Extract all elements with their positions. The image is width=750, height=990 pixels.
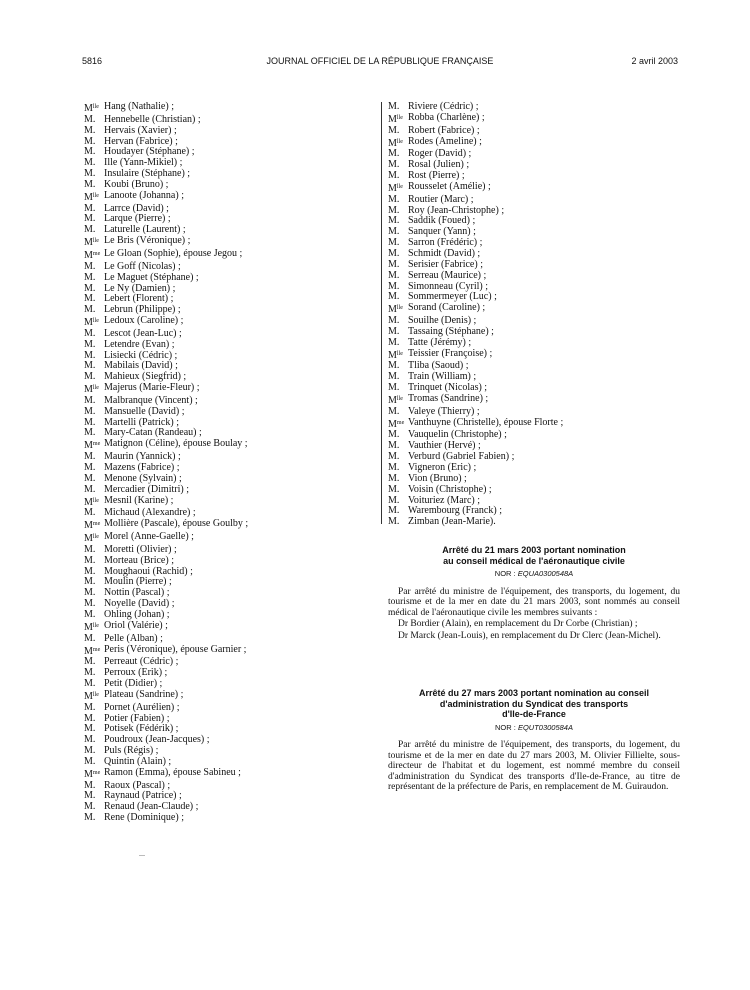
person-name: Poudroux (Jean-Jacques) ;: [104, 734, 210, 746]
civility-title: $M^{lle}$: [84, 103, 99, 114]
civility-title: M.: [84, 812, 96, 824]
nor-code: EQUA0300548A: [517, 569, 574, 578]
civility-title: $M^{lle}$: [388, 113, 403, 125]
person-name: Sorand (Caroline) ;: [408, 302, 486, 314]
person-name: Tliba (Saoud) ;: [408, 360, 469, 372]
civility-title: M.: [84, 168, 96, 180]
civility-title: M.: [84, 472, 96, 484]
civility-title: M.: [84, 565, 96, 577]
civility-title: $M^{lle}$: [84, 191, 99, 203]
civility-title: M.: [84, 349, 96, 361]
civility-title: M.: [84, 779, 96, 791]
name-list-entry: [84, 813, 374, 824]
arrete-paragraph: Dr Bordier (Alain), en remplacement du Dr Corbe (Christian) ;: [398, 619, 638, 630]
person-name: Houdayer (Stéphane) ;: [104, 146, 195, 158]
civility-title: M.: [388, 215, 400, 227]
person-name: Vauthier (Hervé) ;: [408, 440, 481, 452]
person-name: Larque (Pierre) ;: [104, 213, 171, 225]
civility-title: M.: [388, 462, 400, 473]
name-list-entry: [388, 407, 680, 418]
name-list-entry: [84, 191, 374, 204]
civility-title: M.: [84, 598, 96, 610]
civility-title: M.: [388, 360, 400, 372]
person-name: Vauquelin (Christophe) ;: [408, 429, 507, 441]
person-name: Potisek (Fédérik) ;: [104, 723, 179, 735]
person-name: Lisiecki (Cédric) ;: [104, 349, 178, 361]
person-name: Moretti (Olivier) ;: [104, 543, 177, 555]
person-name: Rosal (Julien) ;: [408, 159, 470, 171]
civility-title: $M^{lle}$: [388, 304, 403, 316]
civility-title: M.: [388, 280, 400, 292]
person-name: Michaud (Alexandre) ;: [104, 507, 196, 519]
civility-title: $M^{lle}$: [84, 496, 99, 508]
civility-title: M.: [84, 451, 96, 463]
civility-title: M.: [84, 304, 96, 316]
name-list-entry: [388, 182, 680, 195]
civility-title: M.: [388, 159, 400, 171]
person-name: Laturelle (Laurent) ;: [104, 224, 186, 236]
person-name: Roy (Jean-Christophe) ;: [408, 204, 505, 216]
civility-title: M.: [84, 576, 96, 588]
civility-title: M.: [84, 712, 96, 724]
person-name: Perreaut (Cédric) ;: [104, 656, 179, 668]
person-name: Trinquet (Nicolas) ;: [408, 382, 488, 394]
name-list-entry: [84, 768, 374, 781]
page-header: [82, 56, 678, 70]
name-list-entry: [388, 126, 680, 137]
person-name: Insulaire (Stéphane) ;: [104, 168, 191, 180]
civility-title: M.: [388, 237, 400, 249]
person-name: Rost (Pierre) ;: [408, 170, 465, 182]
civility-title: M.: [84, 723, 96, 735]
person-name: Renaud (Jean-Claude) ;: [104, 801, 199, 813]
name-list-entry: [84, 485, 374, 496]
civility-title: M.: [388, 494, 400, 506]
person-name: Le Ny (Damien) ;: [104, 282, 176, 294]
person-name: Perroux (Erik) ;: [104, 667, 168, 679]
person-name: Lebert (Florent) ;: [104, 293, 174, 305]
civility-title: M.: [84, 734, 96, 746]
civility-title: $M^{me}$: [84, 645, 101, 657]
civility-title: M.: [84, 213, 96, 225]
person-name: Le Goff (Nicolas) ;: [104, 260, 181, 272]
person-name: Quintin (Alain) ;: [104, 755, 172, 767]
civility-title: M.: [388, 124, 400, 136]
person-name: Hervan (Fabrice) ;: [104, 135, 178, 147]
person-name: Voituriez (Marc) ;: [408, 494, 481, 506]
person-name: Koubi (Bruno) ;: [104, 178, 169, 190]
person-name: Ohling (Johan) ;: [104, 608, 170, 620]
arrete-syndicat-title: Arrêté du 27 mars 2003 portant nomination au conseil d'administration du Syndicat des transports d'Ile-de-France: [418, 688, 650, 719]
civility-title: $M^{me}$: [84, 440, 101, 452]
person-name: Martelli (Patrick) ;: [104, 416, 179, 428]
name-list-entry: [84, 316, 374, 329]
person-name: Mercadier (Dimitri) ;: [104, 483, 189, 495]
nor-code: EQUT0300584A: [517, 722, 573, 732]
person-name: Le Gloan (Sophie), épouse Jegou ;: [104, 247, 243, 259]
civility-title: $M^{me}$: [388, 418, 405, 430]
person-name: Moulin (Pierre) ;: [104, 576, 172, 588]
column-divider: [381, 102, 382, 524]
person-name: Mabilais (David) ;: [104, 360, 178, 372]
civility-title: M.: [388, 405, 400, 417]
person-name: Warembourg (Franck) ;: [408, 505, 502, 517]
name-list-entry: [84, 407, 374, 418]
civility-title: M.: [388, 258, 400, 270]
person-name: Larrce (David) ;: [104, 202, 169, 214]
name-list-entry: [388, 394, 680, 407]
civility-title: M.: [84, 271, 96, 283]
civility-title: M.: [388, 336, 400, 348]
civility-title: M.: [84, 507, 96, 519]
civility-title: M.: [84, 543, 96, 555]
name-list-entry: [84, 383, 374, 396]
name-list-entry: [84, 340, 374, 351]
name-list-entry: [388, 485, 680, 496]
name-list-entry: [84, 703, 374, 714]
right-column-name-list: [388, 102, 680, 528]
name-list-entry: [388, 195, 680, 206]
person-name: Simonneau (Cyril) ;: [408, 280, 488, 292]
name-list-entry: [84, 126, 374, 137]
arrete-paragraph: Par arrêté du ministre de l'équipement, des transports, du logement, du tourisme et de la mer en date du 21 mars 2003, sont nommés au conseil médical de l'aéronautique civile les membres suivants :: [388, 586, 680, 618]
left-column-name-list: [84, 102, 374, 824]
civility-title: M.: [84, 394, 96, 406]
name-list-entry: [84, 273, 374, 284]
civility-title: M.: [388, 170, 400, 182]
person-name: Hennebelle (Christian) ;: [104, 113, 201, 125]
person-name: Majerus (Marie-Fleur) ;: [104, 382, 200, 394]
civility-title: M.: [84, 462, 96, 473]
civility-title: M.: [84, 554, 96, 566]
civility-title: M.: [84, 260, 96, 272]
civility-title: M.: [84, 416, 96, 428]
person-name: Rousselet (Amélie) ;: [408, 180, 491, 192]
name-list-entry: [84, 532, 374, 545]
civility-title: M.: [388, 101, 400, 112]
civility-title: $M^{lle}$: [388, 394, 403, 406]
civility-title: M.: [84, 282, 96, 294]
person-name: Mazens (Fabrice) ;: [104, 462, 180, 473]
person-name: Valeye (Thierry) ;: [408, 405, 480, 417]
person-name: Teissier (Françoise) ;: [408, 347, 493, 359]
civility-title: M.: [84, 745, 96, 757]
name-list-entry: [84, 634, 374, 645]
person-name: Routier (Marc) ;: [408, 193, 474, 205]
person-name: Nottin (Pascal) ;: [104, 587, 170, 599]
person-name: Lanoote (Johanna) ;: [104, 189, 184, 201]
civility-title: $M^{lle}$: [84, 317, 99, 329]
person-name: Rene (Dominique) ;: [104, 812, 184, 824]
person-name: Mansuelle (David) ;: [104, 405, 185, 417]
person-name: Mary-Catan (Randeau) ;: [104, 427, 202, 439]
person-name: Serreau (Maurice) ;: [408, 269, 487, 281]
civility-title: M.: [388, 371, 400, 383]
page-number: 5816: [82, 56, 103, 66]
person-name: Malbranque (Vincent) ;: [104, 394, 198, 406]
person-name: Morel (Anne-Gaelle) ;: [104, 531, 194, 543]
civility-title: M.: [84, 632, 96, 644]
civility-title: M.: [84, 338, 96, 350]
civility-title: M.: [388, 291, 400, 303]
civility-title: M.: [84, 327, 96, 339]
civility-title: M.: [84, 427, 96, 439]
person-name: Mesnil (Karine) ;: [104, 494, 174, 506]
civility-title: M.: [388, 382, 400, 394]
arrete-aeronautique: [388, 545, 680, 642]
name-list-entry: [84, 102, 374, 115]
civility-title: M.: [388, 505, 400, 517]
civility-title: M.: [84, 801, 96, 813]
person-name: Serisier (Fabrice) ;: [408, 258, 483, 270]
person-name: Voisin (Christophe) ;: [408, 483, 492, 495]
scan-mark: [139, 855, 145, 856]
person-name: Menone (Sylvain) ;: [104, 472, 182, 484]
civility-title: M.: [388, 483, 400, 495]
person-name: Schmidt (David) ;: [408, 247, 481, 259]
person-name: Letendre (Evan) ;: [104, 338, 175, 350]
person-name: Tassaing (Stéphane) ;: [408, 325, 494, 337]
name-list-entry: [388, 113, 680, 126]
civility-title: $M^{lle}$: [84, 690, 99, 702]
person-name: Oriol (Valérie) ;: [104, 619, 168, 631]
civility-title: M.: [388, 440, 400, 452]
person-name: Vion (Bruno) ;: [408, 472, 467, 484]
issue-date: 2 avril 2003: [631, 56, 678, 66]
civility-title: M.: [388, 247, 400, 259]
civility-title: M.: [84, 146, 96, 158]
civility-title: M.: [388, 325, 400, 337]
civility-title: M.: [84, 678, 96, 690]
civility-title: $M^{lle}$: [388, 182, 403, 194]
person-name: Souilhe (Denis) ;: [408, 315, 477, 327]
civility-title: M.: [388, 148, 400, 160]
name-list-entry: [388, 517, 680, 528]
person-name: Robert (Fabrice) ;: [408, 124, 480, 136]
person-name: Hang (Nathalie) ;: [104, 101, 174, 112]
civility-title: $M^{lle}$: [388, 137, 403, 149]
civility-title: M.: [84, 790, 96, 802]
person-name: Pelle (Alban) ;: [104, 632, 163, 644]
civility-title: $M^{lle}$: [84, 384, 99, 396]
civility-title: M.: [84, 405, 96, 417]
civility-title: M.: [84, 178, 96, 190]
person-name: Zimban (Jean-Marie).: [408, 516, 496, 528]
arrete-syndicat-transports: [388, 688, 680, 793]
person-name: Potier (Fabien) ;: [104, 712, 170, 724]
person-name: Noyelle (David) ;: [104, 598, 175, 610]
civility-title: M.: [388, 193, 400, 205]
person-name: Hervais (Xavier) ;: [104, 124, 177, 136]
person-name: Raoux (Pascal) ;: [104, 779, 171, 791]
person-name: Sommermeyer (Luc) ;: [408, 291, 497, 303]
civility-title: M.: [84, 483, 96, 495]
civility-title: M.: [388, 516, 400, 528]
civility-title: M.: [84, 755, 96, 767]
person-name: Tromas (Sandrine) ;: [408, 392, 489, 404]
person-name: Roger (David) ;: [408, 148, 472, 160]
civility-title: M.: [388, 269, 400, 281]
person-name: Vigneron (Eric) ;: [408, 462, 477, 473]
civility-title: $M^{me}$: [84, 249, 101, 261]
civility-title: $M^{lle}$: [84, 237, 99, 249]
person-name: Moughaoui (Rachid) ;: [104, 565, 193, 577]
civility-title: $M^{me}$: [84, 768, 101, 780]
person-name: Le Maguet (Stéphane) ;: [104, 271, 199, 283]
civility-title: M.: [388, 226, 400, 238]
person-name: Matignon (Céline), épouse Boulay ;: [104, 438, 248, 450]
person-name: Mollière (Pascale), épouse Goulby ;: [104, 518, 249, 530]
civility-title: M.: [84, 371, 96, 383]
civility-title: M.: [84, 293, 96, 305]
person-name: Lescot (Jean-Luc) ;: [104, 327, 182, 339]
civility-title: $M^{me}$: [84, 520, 101, 532]
person-name: Vanthuyne (Christelle), épouse Florte ;: [408, 416, 564, 428]
nor-reference: NOR : EQUA0300548A: [494, 569, 574, 578]
civility-title: M.: [84, 135, 96, 147]
civility-title: M.: [84, 113, 96, 125]
civility-title: M.: [84, 608, 96, 620]
person-name: Ille (Yann-Mikiel) ;: [104, 157, 183, 169]
name-list-entry: [388, 338, 680, 349]
civility-title: M.: [84, 701, 96, 713]
civility-title: M.: [388, 315, 400, 327]
arrete-paragraph: Par arrêté du ministre de l'équipement, des transports, du logement, du tourisme et de la mer en date du 27 mars 2003, M. Olivier Fillielte, sous-directeur de l'habitat et du logement, est nommé membre du conseil d'administration du Syndicat des transports d'Ile-de-France, au titre de représentant de la préfecture de Paris, en remplacement de M. Guiraudon.: [388, 740, 680, 793]
journal-title: JOURNAL OFFICIEL DE LA RÉPUBLIQUE FRANÇAISE: [266, 56, 494, 66]
civility-title: M.: [84, 587, 96, 599]
arrete-paragraph: Dr Marck (Jean-Louis), en remplacement du Dr Clerc (Jean-Michel).: [398, 630, 661, 641]
civility-title: M.: [388, 472, 400, 484]
civility-title: M.: [84, 157, 96, 169]
person-name: Sarron (Frédéric) ;: [408, 237, 483, 249]
person-name: Robba (Charlène) ;: [408, 111, 485, 123]
person-name: Ramon (Emma), épouse Sabineu ;: [104, 766, 241, 778]
person-name: Maurin (Yannick) ;: [104, 451, 181, 463]
person-name: Sanquer (Yann) ;: [408, 226, 476, 238]
person-name: Tatte (Jérémy) ;: [408, 336, 472, 348]
arrete-aeronautique-title: Arrêté du 21 mars 2003 portant nomination au conseil médical de l'aéronautique civile: [442, 545, 626, 566]
person-name: Le Bris (Véronique) ;: [104, 235, 191, 247]
person-name: Rodes (Ameline) ;: [408, 135, 482, 147]
person-name: Peris (Véronique), épouse Garnier ;: [104, 643, 247, 655]
person-name: Petit (Didier) ;: [104, 678, 163, 690]
name-list-entry: [84, 621, 374, 634]
nor-reference: NOR : EQUT0300584A: [495, 722, 573, 732]
civility-title: M.: [84, 656, 96, 668]
person-name: Puls (Régis) ;: [104, 745, 159, 757]
person-name: Riviere (Cédric) ;: [408, 101, 479, 112]
civility-title: M.: [84, 202, 96, 214]
person-name: Lebrun (Philippe) ;: [104, 304, 181, 316]
civility-title: $M^{lle}$: [84, 533, 99, 545]
person-name: Train (William) ;: [408, 371, 477, 383]
person-name: Pornet (Aurélien) ;: [104, 701, 180, 713]
civility-title: M.: [84, 224, 96, 236]
civility-title: M.: [388, 451, 400, 463]
name-list-entry: [84, 690, 374, 703]
person-name: Plateau (Sandrine) ;: [104, 688, 184, 700]
person-name: Raynaud (Patrice) ;: [104, 790, 182, 802]
person-name: Saddik (Foued) ;: [408, 215, 476, 227]
person-name: Verburd (Gabriel Fabien) ;: [408, 451, 515, 463]
name-list-entry: [388, 271, 680, 282]
civility-title: M.: [84, 667, 96, 679]
civility-title: M.: [388, 204, 400, 216]
civility-title: M.: [84, 360, 96, 372]
name-list-entry: [84, 249, 374, 262]
person-name: Ledoux (Caroline) ;: [104, 315, 184, 327]
civility-title: M.: [84, 124, 96, 136]
person-name: Morteau (Brice) ;: [104, 554, 174, 566]
civility-title: $M^{lle}$: [84, 621, 99, 633]
name-list-entry: [84, 556, 374, 567]
civility-title: M.: [388, 429, 400, 441]
person-name: Mahieux (Siegfrid) ;: [104, 371, 187, 383]
civility-title: $M^{lle}$: [388, 349, 403, 361]
